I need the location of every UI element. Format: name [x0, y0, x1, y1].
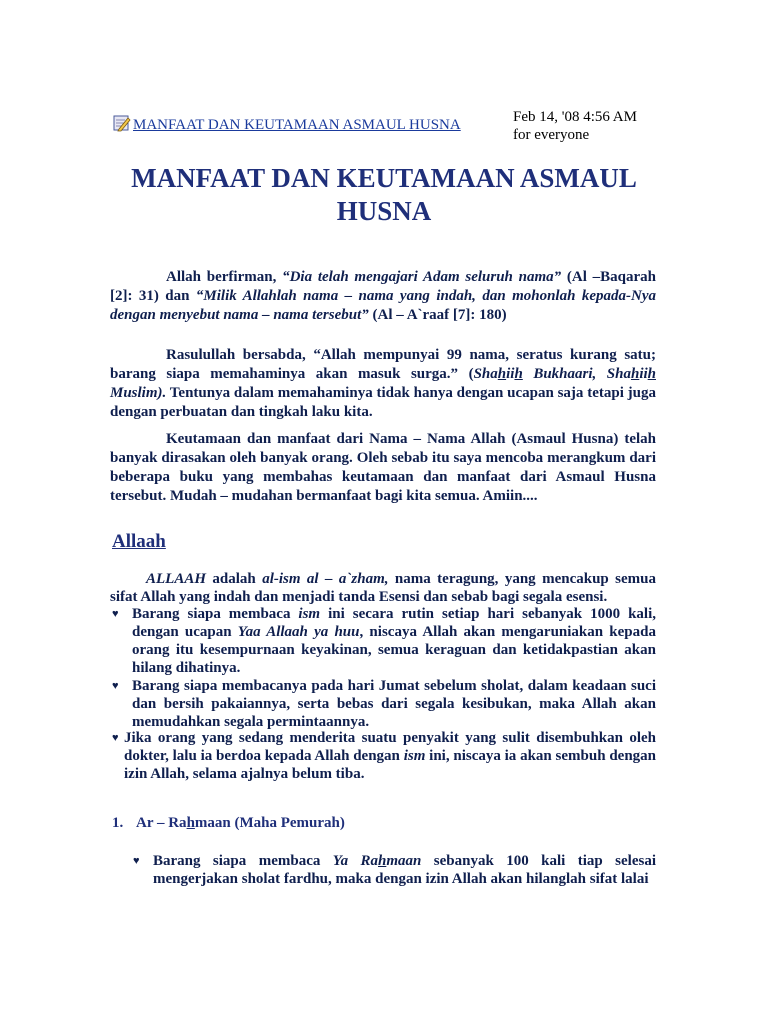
quote-araaf: “Milik Allahlah nama – nama yang indah, dan mohonlah kepada-Nya dengan menyebut nama – nama tersebut”	[110, 288, 656, 323]
heart-bullet-icon: ♥	[112, 680, 119, 692]
heart-bullet-icon: ♥	[133, 855, 140, 867]
header-link[interactable]	[113, 114, 461, 137]
item-1-heading: 1. Ar – Rahmaan (Maha Pemurah)	[112, 815, 345, 831]
heart-bullet-icon: ♥	[112, 608, 119, 620]
intro-paragraph-2: Rasulullah bersabda, “Allah mempunyai 99 nama, seratus kurang satu; barang siapa memahaminya akan masuk surga.” (Shahiih Bukhaari, Shahiih Muslim). Tentunya dalam memahaminya tidak hanya dengan ucapan saja tetapi juga dengan perbuatan dan tingkah laku kita.	[110, 347, 656, 420]
heart-bullet-icon: ♥	[112, 732, 119, 744]
intro-paragraph-3: Keutamaan dan manfaat dari Nama – Nama Allah (Asmaul Husna) telah banyak dirasakan oleh banyak orang. Oleh sebab itu saya mencoba merangkum dari beberapa buku yang membahas keutamaan dan manfaat dari Asmaul Husna tersebut. Mudah – mudahan bermanfaat bagi kita semua. Amiin....	[110, 431, 656, 504]
post-visibility: for everyone	[513, 127, 590, 143]
page-title	[110, 162, 658, 228]
section-heading-allaah: Allaah	[112, 531, 166, 552]
allaah-bullet-1: ♥ Barang siapa membaca ism ini secara rutin setiap hari sebanyak 1000 kali, dengan ucapan Yaa Allaah ya huu, niscaya Allah akan mengaruniakan kepada orang itu kesempurnaan keyakinan, semua keraguan dan ketidakpastian akan hilang dihatinya.	[112, 606, 657, 676]
quote-baqarah: “Dia telah mengajari Adam seluruh nama”	[282, 269, 562, 285]
intro-paragraph-1: Allah berfirman, “Dia telah mengajari Adam seluruh nama” (Al –Baqarah [2]: 31) dan “Milik Allahlah nama – nama yang indah, dan mohonlah kepada-Nya dengan menyebut nama – nama tersebut” (Al – A`raaf [7]: 180)	[110, 269, 656, 323]
item-1-bullet-1: ♥ Barang siapa membaca Ya Rahmaan sebanyak 100 kali tiap selesai mengerjakan sholat fardhu, maka dengan izin Allah akan hilanglah sifat lalai	[133, 853, 657, 887]
note-pencil-icon	[113, 114, 131, 137]
post-date: Feb 14, '08 4:56 AM	[513, 109, 637, 125]
title-line-2: HUSNA	[336, 196, 432, 226]
allaah-bullet-3: ♥ Jika orang yang sedang menderita suatu penyakit yang sulit disembuhkan oleh dokter, lalu ia berdoa kepada Allah dengan ism ini, niscaya ia akan sembuh dengan izin Allah, selama ajalnya belum tiba.	[112, 730, 656, 782]
allaah-bullet-2: ♥ Barang siapa membacanya pada hari Jumat sebelum sholat, dalam keadaan suci dan bersih pakaiannya, serta bebas dari segala kesibukan, maka Allah akan memudahkan segala permintaannya.	[112, 678, 656, 730]
hadith-source: Shahiih Bukhaari, Shahiih Muslim).	[110, 366, 656, 401]
allaah-definition: ALLAAH adalah al-ism al – a`zham, nama teragung, yang mencakup semua sifat Allah yang indah dan menjadi tanda Esensi dan sebab bagi segala esensi.	[110, 571, 656, 605]
header-link-text[interactable]: MANFAAT DAN KEUTAMAAN ASMAUL HUSNA	[133, 117, 461, 133]
post-meta	[513, 108, 637, 144]
title-line-1: MANFAAT DAN KEUTAMAAN ASMAUL	[131, 163, 637, 193]
